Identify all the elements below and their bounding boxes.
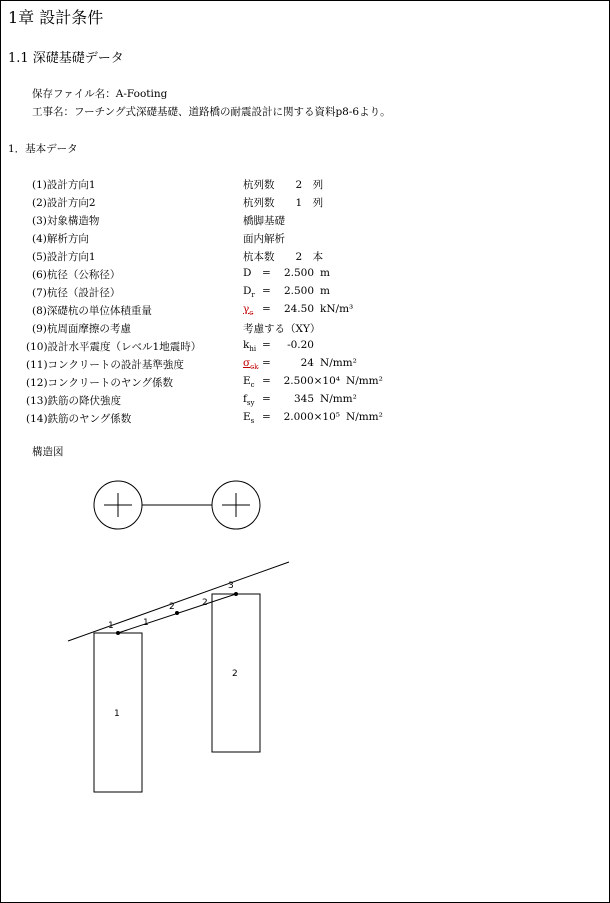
basic-data-row-symbol: $\gamma_c$: [243, 303, 254, 318]
basic-data-row-number: 24: [300, 357, 314, 369]
basic-data-row-equals: =: [262, 357, 271, 369]
basic-data-row-equals: =: [262, 375, 271, 387]
project-name-line: 工事名：フーチング式深礎基礎、道路橋の耐震設計に関する資料p8-6より。: [32, 106, 391, 118]
basic-data-row-symbol: $f_{sy}$: [243, 393, 255, 408]
basic-data-row-symbol: $k_{hi}$: [243, 339, 257, 354]
node-dot: [116, 631, 120, 635]
basic-data-heading: 1．基本データ: [8, 143, 78, 155]
basic-data-row-label: (11)コンクリートの設計基準強度: [26, 359, 184, 371]
member-label-2: 2: [202, 598, 208, 608]
basic-data-row-label: (10)設計水平震度（レベル1地震時）: [26, 341, 202, 353]
basic-data-row-value: 考慮する（XY）: [243, 323, 321, 335]
structure-diagram-label: 構造図: [32, 446, 64, 458]
chapter-title: 1章 設計条件: [8, 8, 104, 27]
ground-line: [68, 562, 289, 641]
basic-data-row-value: 杭列数 1 列: [243, 197, 324, 209]
basic-data-row-label: (8)深礎杭の単位体積重量: [32, 305, 152, 317]
node-label-2: 2: [169, 602, 175, 612]
basic-data-row-label: (14)鉄筋のヤング係数: [26, 413, 132, 425]
basic-data-row-value: 橋脚基礎: [243, 215, 285, 227]
basic-data-row-label: (1)設計方向1: [32, 179, 96, 191]
node-label-3: 3: [228, 581, 234, 591]
node-dot: [175, 611, 179, 615]
basic-data-row-symbol: $D_r$: [243, 285, 255, 300]
basic-data-row-label: (5)設計方向1: [32, 251, 96, 263]
basic-data-row-label: (9)杭周面摩擦の考慮: [32, 323, 131, 335]
basic-data-row-number: -0.20: [287, 339, 314, 351]
basic-data-row-symbol: D: [243, 267, 252, 279]
basic-data-row-unit: N/mm²: [320, 357, 357, 369]
basic-data-row-equals: =: [262, 393, 271, 405]
basic-data-row-label: (6)杭径（公称径）: [32, 269, 121, 281]
basic-data-row-label: (7)杭径（設計径）: [32, 287, 121, 299]
node-label-1: 1: [108, 621, 114, 631]
basic-data-row-label: (2)設計方向2: [32, 197, 96, 209]
basic-data-row-symbol: $E_c$: [243, 375, 255, 390]
basic-data-row-value: 杭列数 2 列: [243, 179, 324, 191]
basic-data-row-label: (12)コンクリートのヤング係数: [26, 377, 174, 389]
pile-label-1: 1: [114, 709, 120, 719]
basic-data-row-number: 24.50: [283, 303, 314, 315]
basic-data-row-number: 2.500×10⁴: [283, 375, 340, 387]
frame-model: [68, 562, 289, 792]
basic-data-row-unit: N/mm²: [320, 393, 357, 405]
basic-data-row-equals: =: [262, 285, 271, 297]
basic-data-row-symbol: $E_s$: [243, 411, 255, 426]
basic-data-row-label: (13)鉄筋の降伏強度: [26, 395, 122, 407]
basic-data-row-value: 杭本数 2 本: [243, 251, 324, 263]
section-title: 1.1 深礎基礎データ: [8, 51, 124, 66]
basic-data-row-unit: m: [320, 285, 330, 297]
basic-data-row-unit: kN/m³: [320, 303, 354, 315]
basic-data-row-equals: =: [262, 303, 271, 315]
pile-label-2: 2: [232, 669, 238, 679]
basic-data-row-number: 345: [293, 393, 314, 405]
basic-data-row-unit: m: [320, 267, 330, 279]
basic-data-row-value: 面内解析: [243, 233, 285, 245]
basic-data-row-symbol: $\sigma_{ck}$: [243, 357, 259, 372]
basic-data-row-equals: =: [262, 339, 271, 351]
basic-data-row-number: 2.000×10⁵: [283, 411, 340, 423]
basic-data-row-unit: N/mm²: [346, 375, 383, 387]
file-name-line: 保存ファイル名：A-Footing: [32, 88, 168, 100]
basic-data-row-number: 2.500: [283, 285, 314, 297]
basic-data-row-number: 2.500: [283, 267, 314, 279]
basic-data-row-label: (3)対象構造物: [32, 215, 100, 227]
basic-data-row-label: (4)解析方向: [32, 233, 89, 245]
node-dot: [234, 592, 238, 596]
basic-data-row-unit: N/mm²: [346, 411, 383, 423]
plan-view: [94, 481, 260, 529]
basic-data-row-equals: =: [262, 267, 271, 279]
basic-data-row-equals: =: [262, 411, 271, 423]
member-label-1: 1: [143, 618, 149, 628]
